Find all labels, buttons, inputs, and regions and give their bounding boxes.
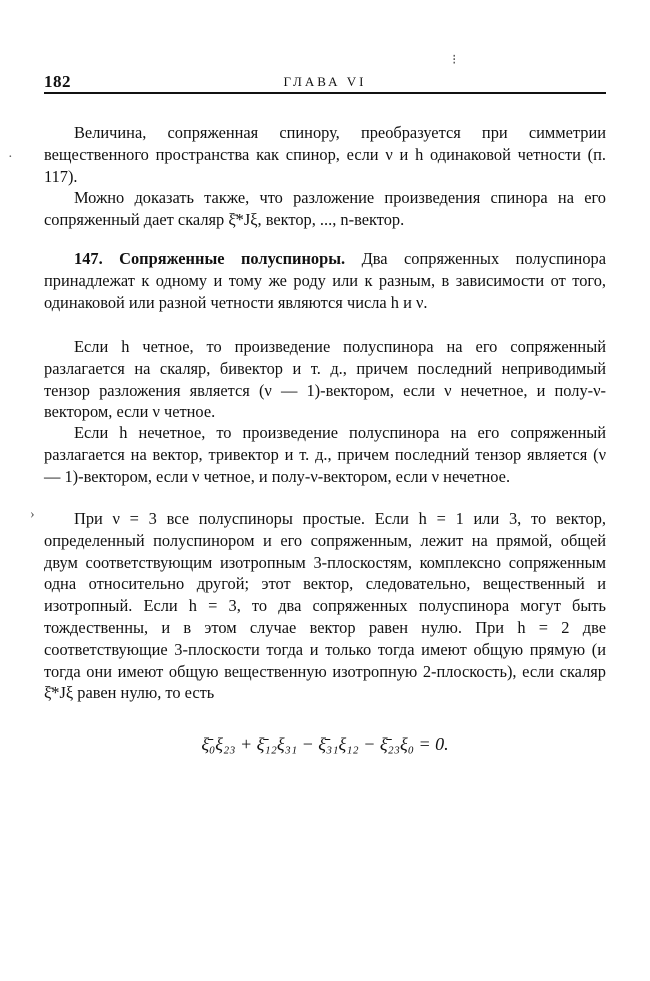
chapter-title: ГЛАВА VI [283,74,367,89]
paragraph: Если h нечетное, то произведение полуспинора на его сопряженный разлагается на вектор, тривектор и т. д., причем последний тензор является (ν — 1)-вектором, если ν четное, и полу-ν-вектором, если ν нечетное. [44,423,606,486]
section-147 [44,248,606,313]
page-number: 182 [44,72,71,91]
margin-mark: › [30,507,35,522]
section-heading: 147. Сопряженные полуспиноры. [74,249,346,268]
paragraph: Величина, сопряженная спинору, преобразуется при симметрии вещественного пространства как спинор, если ν и h одинаковой четности (п. 117). [44,123,606,186]
margin-mark: ⁝ [452,53,457,68]
margin-mark: · [8,150,13,165]
page-header [44,72,606,94]
formula: ξ̄₀ξ₂₃ + ξ̄₁₂ξ₃₁ − ξ̄₃₁ξ₁₂ − ξ̄₂₃ξ₀ = 0. [201,734,449,754]
paragraph: Если h четное, то произведение полуспинора на его сопряженный разлагается на скаляр, бивектор и т. д., причем последний неприводимый тензор разложения является (ν — 1)-вектором, если ν нечетное, и полу-ν-вектором, если ν четное. [44,337,606,422]
paragraph: Можно доказать также, что разложение произведения спинора на его сопряженный дает скаляр ξ̄*Jξ, вектор, ..., n-вектор. [44,188,606,229]
section-intro: Два сопряженных полуспинора принадлежат к одному и тому же роду или к разным, в зависимости от того, одинаковой или разной четности являются числа h и ν. [44,249,606,312]
paragraph: При ν = 3 все полуспиноры простые. Если h = 1 или 3, то вектор, определенный полуспинором и его сопряженным, лежит на прямой, общей двум соответствующим изотропным 3-плоскостям, комплексно сопряженным одна относительно другой; этот вектор, следовательно, вещественный и изотропный. Если h = 3, то два сопряженных полуспинора могут быть тождественны, и в этом случае вектор равен нулю. При h = 2 две соответствующие 3-плоскости тогда и только тогда имеют общую прямую (и тогда они имеют общую вещественную изотропную 2-плоскость), если скаляр ξ̄*Jξ равен нулю, то есть [44,509,606,703]
